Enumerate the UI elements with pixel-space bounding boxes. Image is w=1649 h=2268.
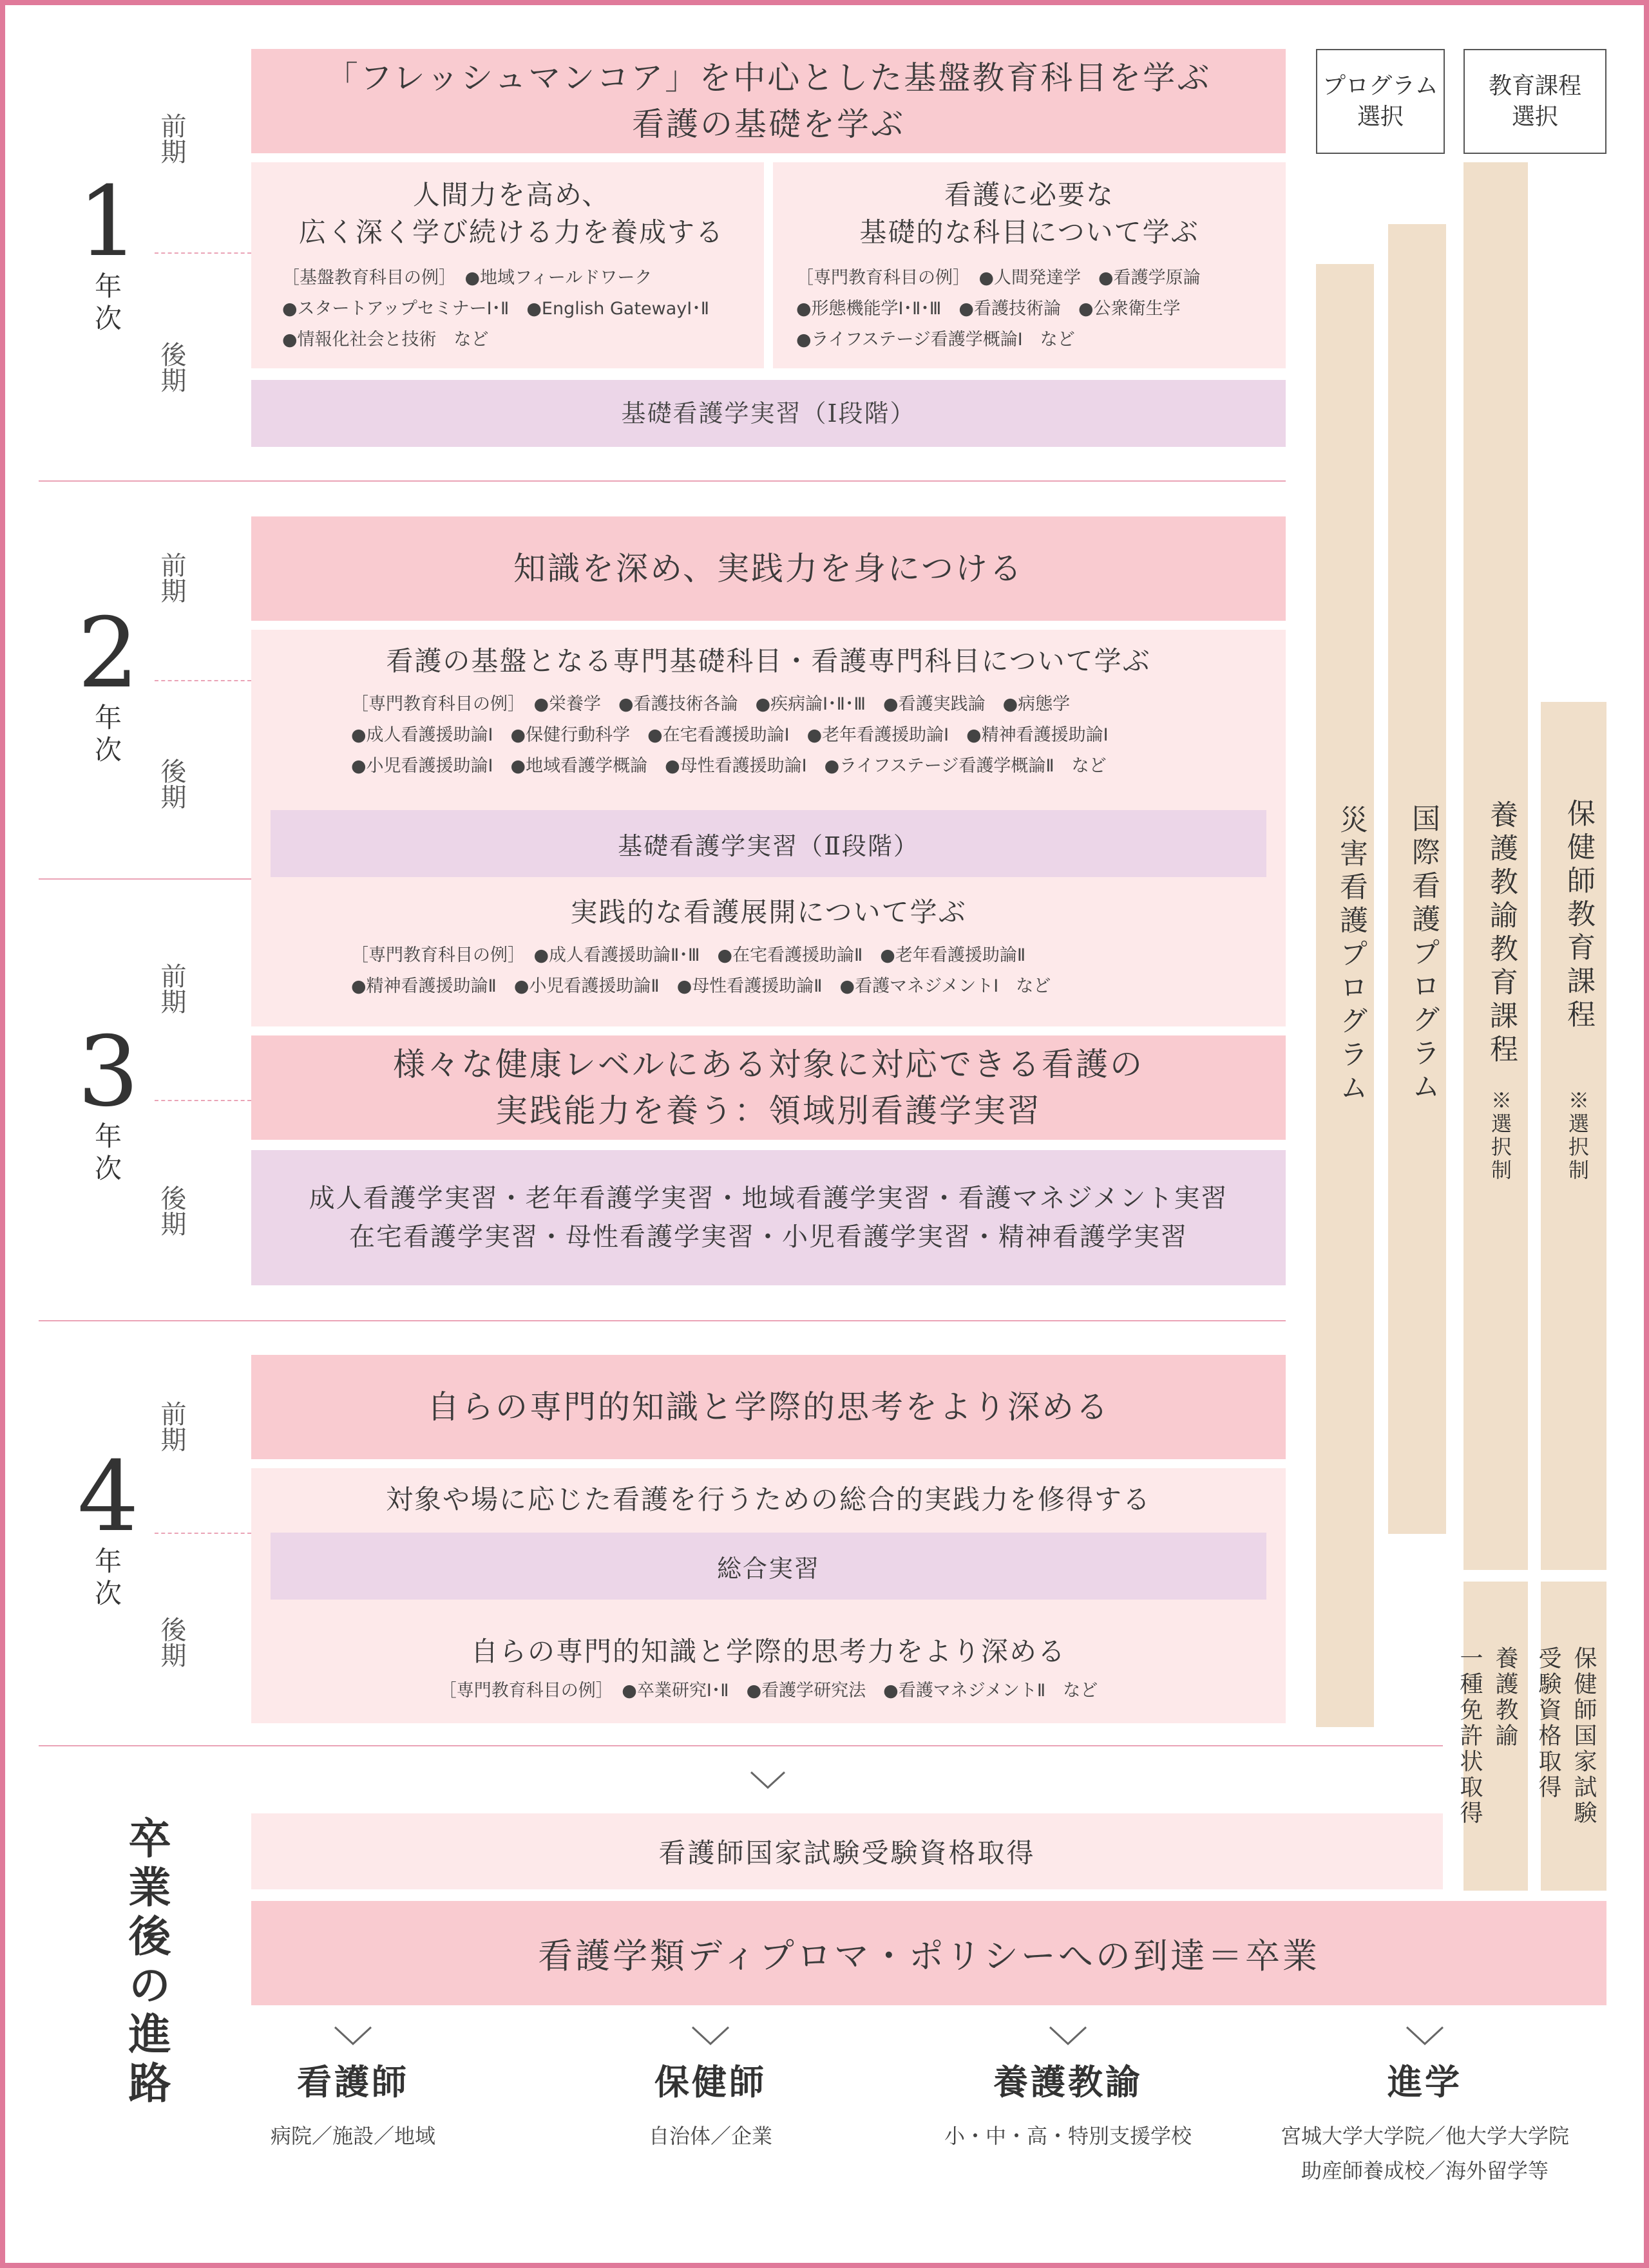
year4-end-separator xyxy=(39,1745,1443,1746)
year2-box: 看護の基盤となる専門基礎科目・看護専門科目について学ぶ ［専門教育科目の例］ ●栄養学 ●看護技術各論 ●疾病論Ⅰ･Ⅱ･Ⅲ ●看護実践論 ●病態学 ●成人看護援助論Ⅰ ●保健行動科学 ●在宅看護援助論Ⅰ ●老年看護援助論Ⅰ ●精神看護援助論Ⅰ ●小児看護援助論Ⅰ ●地域看護学概論 ●母性看護援助論Ⅰ ●ライフステージ看護学概論Ⅱ など 基礎看護学実習（Ⅱ段階） xyxy=(251,630,1286,877)
program-select-header: プログラム 選択 xyxy=(1316,49,1445,154)
year2-term-second: 後期 xyxy=(157,758,186,809)
career-label: 卒業後の進路 xyxy=(121,1816,171,2110)
year2-label: 2 年次 xyxy=(77,598,139,766)
phn-result-box: 保健師国家試験 受験資格取得 xyxy=(1541,1582,1606,1891)
year1-separator xyxy=(39,480,1286,482)
year3-box: 実践的な看護展開について学ぶ ［専門教育科目の例］ ●成人看護援助論Ⅱ･Ⅲ ●在宅看護援助論Ⅱ ●老年看護援助論Ⅱ ●精神看護援助論Ⅱ ●小児看護援助論Ⅱ ●母性看護援助論Ⅱ ●看護マネジメントⅠ など xyxy=(251,877,1286,1026)
year4-term-second: 後期 xyxy=(157,1616,186,1668)
year3-divider xyxy=(155,1100,251,1101)
destination-yogo: 養護教諭 小・中・高・特別支援学校 xyxy=(888,2022,1248,2153)
year3-term-first: 前期 xyxy=(157,963,186,1014)
year2-3-separator xyxy=(39,878,251,880)
year4-label: 4 年次 xyxy=(77,1441,139,1609)
destination-graduate-school: 進学 宮城大学大学院／他大学大学院 助産師養成校／海外留学等 xyxy=(1244,2022,1605,2188)
year2-practicum: 基礎看護学実習（Ⅱ段階） xyxy=(271,810,1266,877)
chevron-down-icon xyxy=(1244,2022,1605,2050)
year4-term-first: 前期 xyxy=(157,1401,186,1452)
year1-left-box: 人間力を高め、 広く深く学び続ける力を養成する ［基盤教育科目の例］ ●地域フィールドワーク ●スタートアップセミナーⅠ･Ⅱ ●English GatewayⅠ･Ⅱ ●情報化社会と技術 など xyxy=(251,162,764,368)
chevron-down-icon xyxy=(173,2022,533,2050)
year4-practicum: 総合実習 xyxy=(271,1533,1266,1600)
yogo-result-box: 養護教諭 一種免許状取得 xyxy=(1463,1582,1528,1891)
graduation-banner: 看護学類ディプロマ・ポリシーへの到達＝卒業 xyxy=(251,1901,1606,2005)
qualification-box: 看護師国家試験受験資格取得 xyxy=(251,1813,1443,1889)
chevron-down-icon xyxy=(888,2022,1248,2050)
phn-curriculum-bar: 保健師教育課程 ※選択制 xyxy=(1541,702,1606,1570)
disaster-program-bar: 災害看護プログラム xyxy=(1316,264,1374,1727)
chevron-down-icon xyxy=(748,1768,787,1791)
year3-4-separator xyxy=(39,1320,1286,1321)
year1-term-second: 後期 xyxy=(157,341,186,393)
year1-label: 1 年次 xyxy=(77,166,139,334)
year1-banner: 「フレッシュマンコア」を中心とした基盤教育科目を学ぶ 看護の基礎を学ぶ xyxy=(251,49,1286,153)
year1-practicum: 基礎看護学実習（Ⅰ段階） xyxy=(251,380,1286,447)
year4-banner: 自らの専門的知識と学際的思考をより深める xyxy=(251,1355,1286,1459)
year3-practicum: 成人看護学実習・老年看護学実習・地域看護学実習・看護マネジメント実習 在宅看護学実習・母性看護学実習・小児看護学実習・精神看護学実習 xyxy=(251,1150,1286,1285)
destination-phn: 保健師 自治体／企業 xyxy=(530,2022,891,2153)
year3-label: 3 年次 xyxy=(77,1016,139,1184)
chevron-down-icon xyxy=(530,2022,891,2050)
year1-term-first: 前期 xyxy=(157,113,186,164)
year2-term-first: 前期 xyxy=(157,552,186,603)
international-program-bar: 国際看護プログラム xyxy=(1388,224,1446,1534)
year4-divider xyxy=(155,1533,251,1534)
yogo-curriculum-bar: 養護教諭教育課程 ※選択制 xyxy=(1463,162,1528,1570)
curriculum-select-header: 教育課程 選択 xyxy=(1463,49,1606,154)
year2-divider xyxy=(155,680,251,681)
year2-banner: 知識を深め、実践力を身につける xyxy=(251,516,1286,621)
year3-banner: 様々な健康レベルにある対象に対応できる看護の 実践能力を養う：領域別看護学実習 xyxy=(251,1035,1286,1140)
destination-nurse: 看護師 病院／施設／地域 xyxy=(173,2022,533,2153)
year1-divider xyxy=(155,252,251,254)
year3-term-second: 後期 xyxy=(157,1185,186,1236)
year4-box: 対象や場に応じた看護を行うための総合的実践力を修得する 総合実習 自らの専門的知識と学際的思考力をより深める ［専門教育科目の例］ ●卒業研究Ⅰ･Ⅱ ●看護学研究法 ●看護マネジメントⅡ など xyxy=(251,1468,1286,1723)
year1-right-box: 看護に必要な 基礎的な科目について学ぶ ［専門教育科目の例］ ●人間発達学 ●看護学原論 ●形態機能学Ⅰ･Ⅱ･Ⅲ ●看護技術論 ●公衆衛生学 ●ライフステージ看護学概論Ⅰ など xyxy=(773,162,1286,368)
